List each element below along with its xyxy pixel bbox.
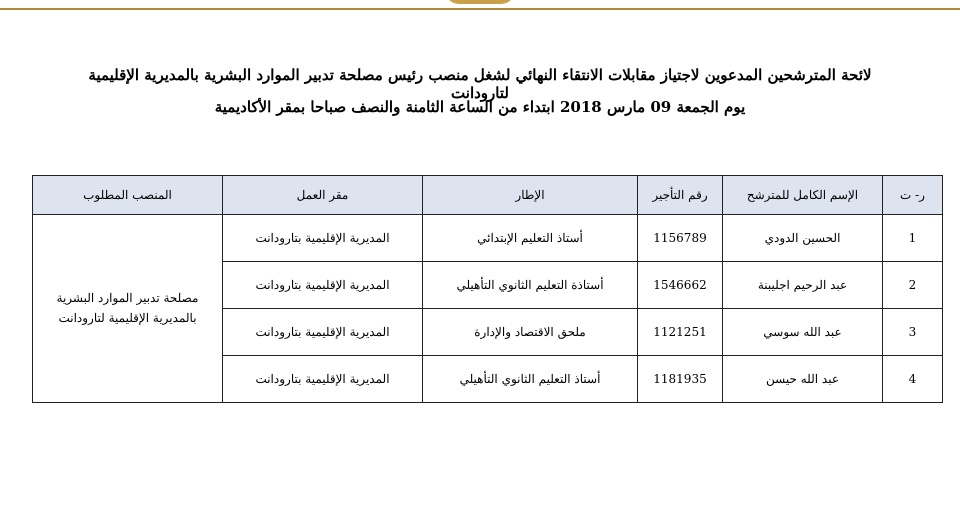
cell-name: عبد الله سوسي: [723, 309, 883, 356]
cell-frame: أستاذ التعليم الثانوي التأهيلي: [423, 356, 638, 403]
cell-rank: 1: [883, 215, 943, 262]
cell-name: عبد الله حيسن: [723, 356, 883, 403]
cell-rank: 3: [883, 309, 943, 356]
ministry-emblem-icon: [445, 0, 515, 4]
document-subtitle: يوم الجمعة 09 مارس 2018 ابتداء من الساعة الثامنة والنصف صباحا بمقر الأكاديمية: [214, 98, 746, 116]
table-row: [33, 215, 943, 262]
cell-workplace: المديرية الإقليمية بتارودانت: [223, 309, 423, 356]
letterhead-strip: [0, 0, 960, 10]
header-payroll: رقم التأجير: [638, 176, 723, 215]
cell-workplace: المديرية الإقليمية بتارودانت: [223, 356, 423, 403]
cell-frame: أستاذ التعليم الإبتدائي: [423, 215, 638, 262]
cell-rank: 4: [883, 356, 943, 403]
cell-name: عبد الرحيم اجليبنة: [723, 262, 883, 309]
cell-name: الحسين الدودي: [723, 215, 883, 262]
cell-workplace: المديرية الإقليمية بتارودانت: [223, 215, 423, 262]
cell-frame: ملحق الاقتصاد والإدارة: [423, 309, 638, 356]
header-rank: ر- ت: [883, 176, 943, 215]
table-header-row: [33, 176, 943, 215]
cell-position: مصلحة تدبير الموارد البشرية بالمديرية الإقليمية لتارودانت: [33, 215, 223, 403]
cell-payroll: 1546662: [638, 262, 723, 309]
cell-payroll: 1156789: [638, 215, 723, 262]
header-name: الإسم الكامل للمترشح: [723, 176, 883, 215]
cell-payroll: 1181935: [638, 356, 723, 403]
cell-rank: 2: [883, 262, 943, 309]
cell-frame: أستاذة التعليم الثانوي التأهيلي: [423, 262, 638, 309]
document-title: لائحة المترشحين المدعوين لاجتياز مقابلات الانتقاء النهائي لشغل منصب رئيس مصلحة تدبير الموارد البشرية بالمديرية الإقليمية لتارودانت: [88, 66, 872, 102]
cell-payroll: 1121251: [638, 309, 723, 356]
header-workplace: مقر العمل: [223, 176, 423, 215]
cell-workplace: المديرية الإقليمية بتارودانت: [223, 262, 423, 309]
candidates-table: [32, 175, 943, 403]
header-frame: الإطار: [423, 176, 638, 215]
header-position: المنصب المطلوب: [33, 176, 223, 215]
